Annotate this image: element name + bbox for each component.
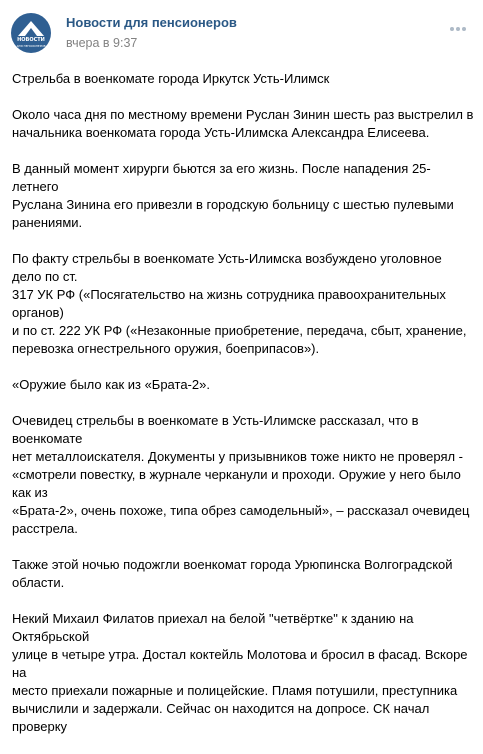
post-paragraph <box>12 412 474 538</box>
post-text-line: Очевидец стрельбы в военкомате в Усть-Илимске рассказал, что в военкомате <box>12 413 419 446</box>
post-text-line: Руслана Зинина его привезли в городскую больницу с шестью пулевыми <box>12 197 454 212</box>
group-avatar[interactable] <box>11 13 51 53</box>
author-name-link[interactable]: Новости для пенсионеров <box>66 15 237 30</box>
more-options-button[interactable] <box>448 24 468 34</box>
post-text-line: перевозка огнестрельного оружия, боеприпасов»). <box>12 341 320 356</box>
post-header <box>0 0 483 60</box>
post-text-line: ранениями. <box>12 215 83 230</box>
post-text-line: «Брата-2», очень похоже, типа обрез самодельный», – рассказал очевидец <box>12 503 470 518</box>
post-paragraph <box>12 556 474 592</box>
post-text-line: и по ст. 222 УК РФ («Незаконные приобретение, передача, сбыт, хранение, <box>12 323 467 338</box>
post-text-line: 317 УК РФ («Посягательство на жизнь сотрудника правоохранительных органов) <box>12 287 446 320</box>
post-text-line: вычислили и задержали. Сейчас он находится на допросе. СК начал проверку <box>12 701 430 734</box>
post-text-line: нет металлоискателя. Документы у призывников тоже никто не проверял - <box>12 449 464 464</box>
post-text-line: области. <box>12 575 65 590</box>
post-text-line: Около часа дня по местному времени Руслан Зинин шесть раз выстрелил в <box>12 107 474 122</box>
post-text-line: Также этой ночью подожгли военкомат города Урюпинска Волгоградской <box>12 557 453 572</box>
post-text-line: По факту стрельбы в военкомате Усть-Илимска возбуждено уголовное дело по ст. <box>12 251 442 284</box>
post-text-line: расстрела. <box>12 521 78 536</box>
post-text-line: Стрельба в военкомате города Иркутск Усть-Илимск <box>12 71 330 86</box>
post-text-line: Некий Михаил Филатов приехал на белой "четвёртке" к зданию на Октябрьской <box>12 611 414 644</box>
post-text-line: «смотрели повестку, в журнале черканули и проходи. Оружие у него было как из <box>12 467 461 500</box>
post-text <box>12 70 474 754</box>
avatar-logo-subtext: ДЛЯ ПЕНСИОНЕРОВ <box>16 44 46 48</box>
post-paragraph <box>12 70 474 88</box>
post-text-line: «Оружие было как из «Брата-2». <box>12 377 210 392</box>
post-time-link[interactable]: вчера в 9:37 <box>66 36 138 50</box>
post-text-line: начальника военкомата города Усть-Илимска Александра Елисеева. <box>12 125 430 140</box>
post-text-line: место приехали пожарные и полицейские. Пламя потушили, преступника <box>12 683 458 698</box>
post-text-line: В данный момент хирурги бьются за его жизнь. После нападения 25-летнего <box>12 161 431 194</box>
post-paragraph <box>12 250 474 358</box>
avatar-logo-text: НОВОСТИ <box>17 37 45 43</box>
post-paragraph <box>12 160 474 232</box>
post-text-line: улице в четыре утра. Достал коктейль Молотова и бросил в фасад. Вскоре на <box>12 647 468 680</box>
post-paragraph <box>12 610 474 736</box>
post-paragraph <box>12 376 474 394</box>
post-paragraph <box>12 106 474 142</box>
